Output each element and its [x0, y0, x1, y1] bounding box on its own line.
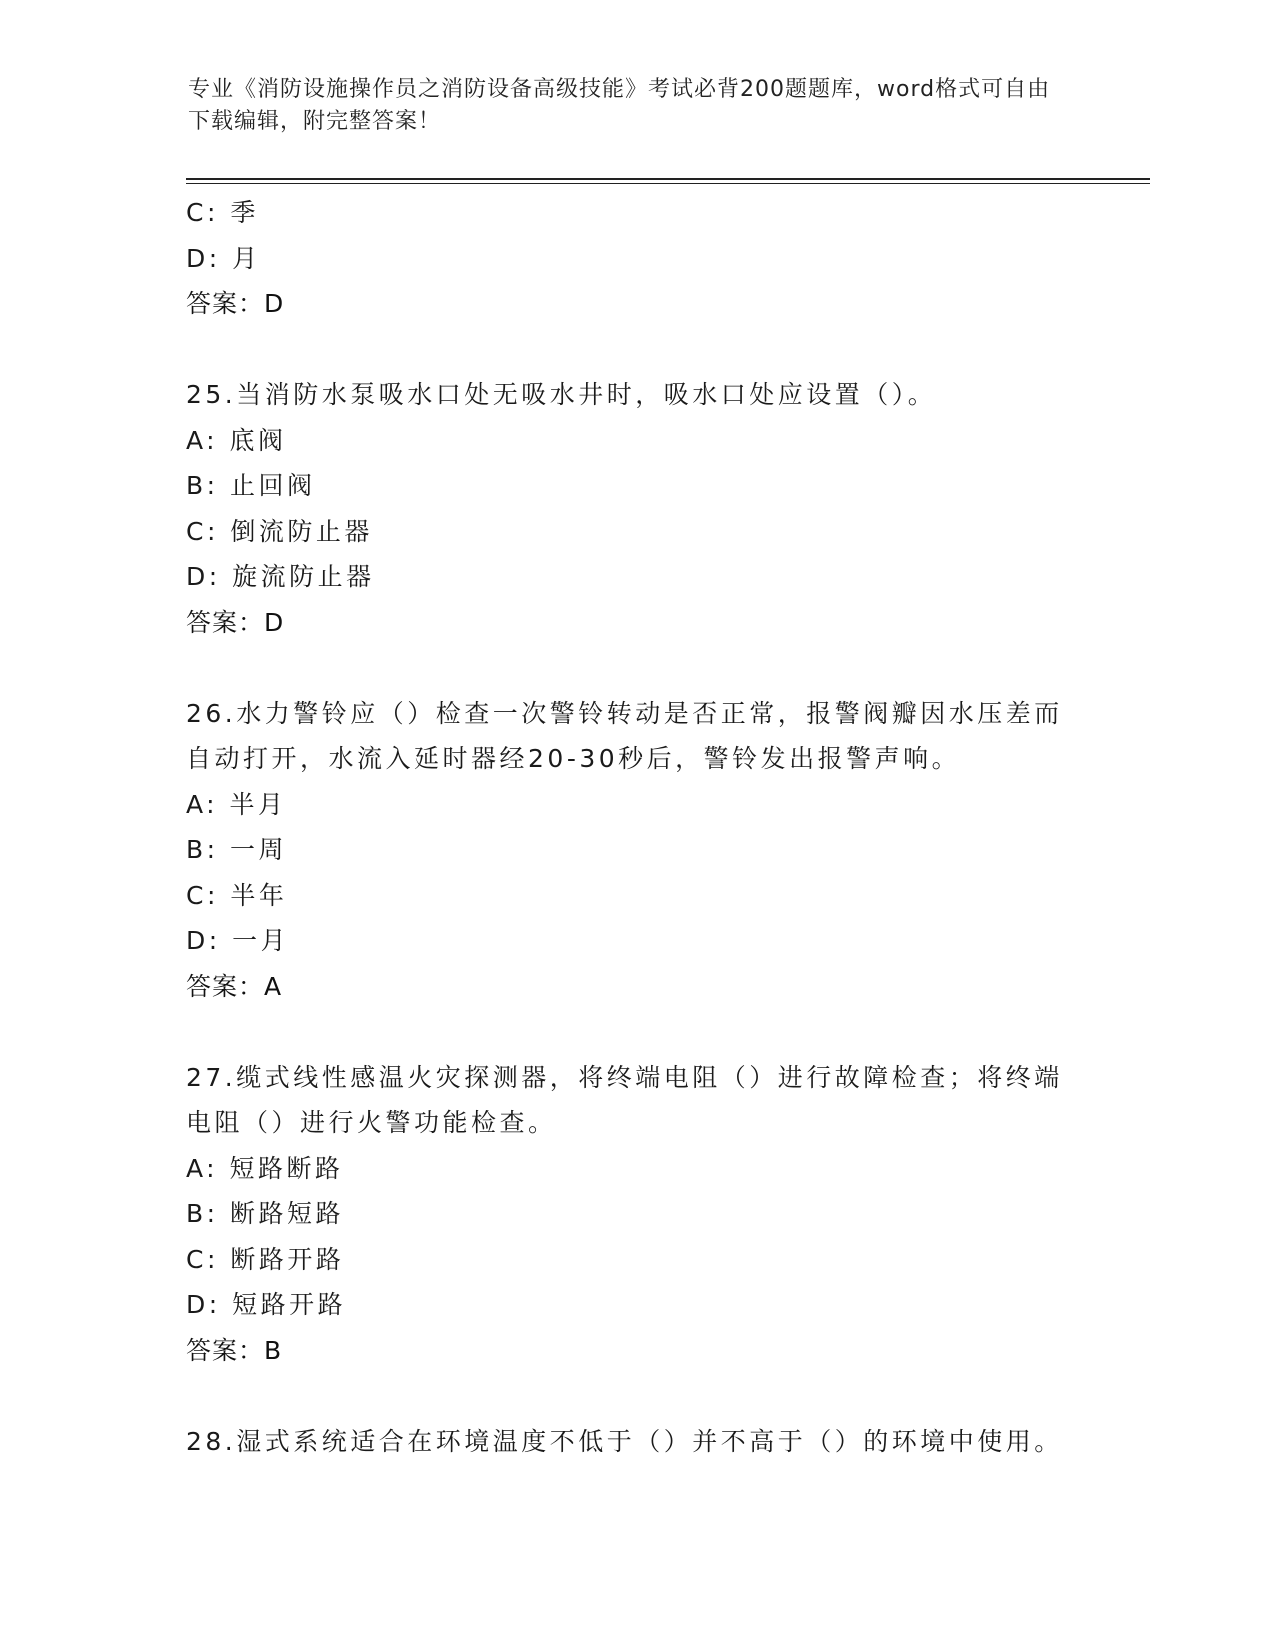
option-line: B: 一周 — [186, 835, 288, 864]
question-stem: 26.水力警铃应（）检查一次警铃转动是否正常，报警阀瓣因水压差而自动打开，水流入延时器经20-30秒后，警铃发出报警声响。 — [186, 698, 1063, 773]
option-line: B: 断路短路 — [186, 1199, 345, 1228]
option-line: D: 一月 — [186, 926, 290, 955]
option-line: C: 倒流防止器 — [186, 516, 373, 546]
header-rule-thin — [186, 183, 1150, 184]
option-line: C: 断路开路 — [186, 1244, 345, 1274]
question-stem: 25.当消防水泵吸水口处无吸水井时，吸水口处应设置（）。 — [186, 380, 937, 409]
question-stem: 28.湿式系统适合在环境温度不低于（）并不高于（）的环境中使用。 — [186, 1426, 1063, 1456]
answer-line: 答案：D — [186, 289, 285, 318]
option-line: D: 短路开路 — [186, 1290, 347, 1319]
option-line: A: 半月 — [186, 789, 287, 819]
question-stem: 27.缆式线性感温火灾探测器，将终端电阻（）进行故障检查；将终端电阻（）进行火警功能检查。 — [186, 1062, 1063, 1137]
question-28 — [186, 1419, 1086, 1465]
option-line: A: 底阀 — [186, 425, 287, 455]
answer-line: 答案：A — [186, 971, 283, 1001]
option-line: D: 旋流防止器 — [186, 562, 375, 591]
question-27 — [186, 1055, 1086, 1374]
partial-question — [186, 190, 1086, 327]
option-line: A: 短路断路 — [186, 1153, 344, 1183]
option-line: D: 月 — [186, 243, 261, 273]
answer-line: 答案：B — [186, 1335, 283, 1365]
option-line: C: 季 — [186, 198, 259, 227]
header-rule-thick — [186, 178, 1150, 180]
option-line: C: 半年 — [186, 880, 288, 910]
header-text: 专业《消防设施操作员之消防设备高级技能》考试必背200题题库，word格式可自由下载编辑，附完整答案！ — [188, 77, 1051, 134]
answer-line: 答案：D — [186, 607, 285, 637]
question-25 — [186, 372, 1086, 645]
option-line: B: 止回阀 — [186, 471, 316, 500]
document-header — [188, 74, 1068, 138]
question-list — [186, 190, 1086, 1464]
question-26 — [186, 691, 1086, 1010]
